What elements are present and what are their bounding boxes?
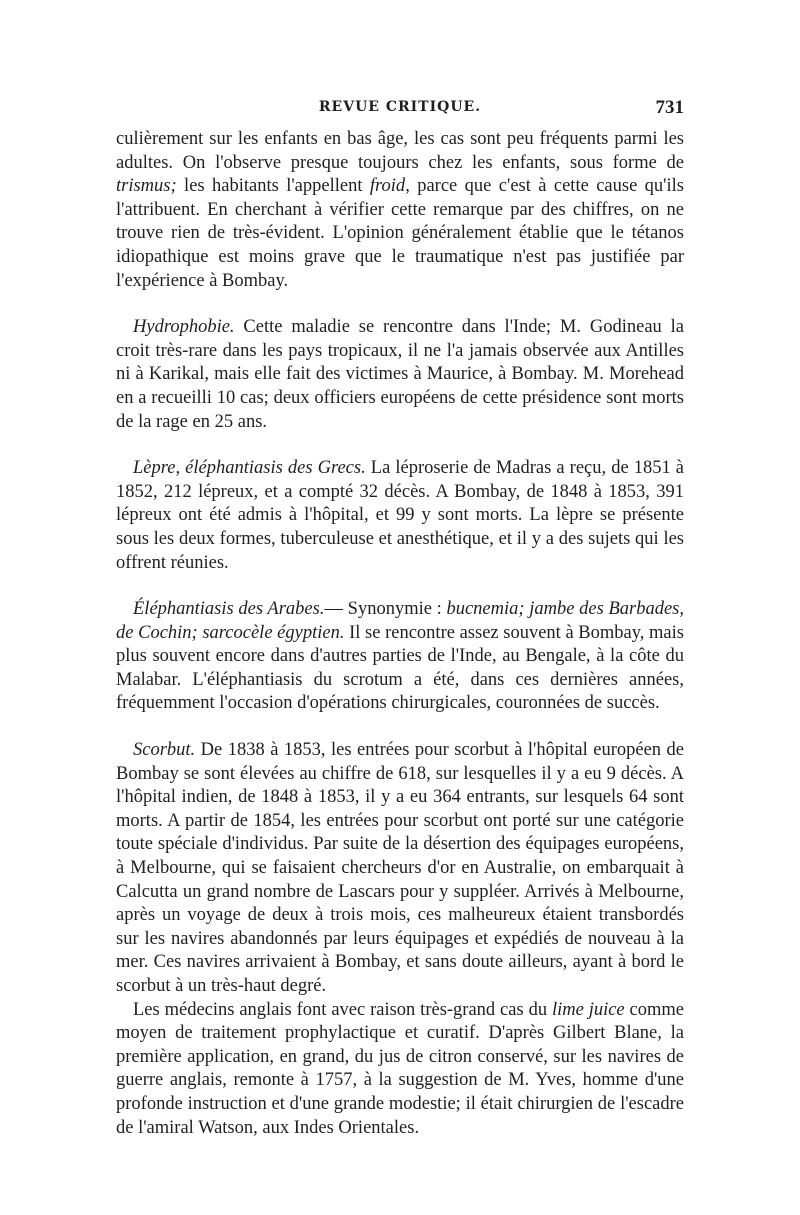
paragraph-elephantiasis-arabes — [116, 598, 684, 716]
paragraph-scorbut — [116, 739, 684, 999]
italic-term: froid — [369, 176, 406, 197]
text-run: De 1838 à 1853, les entrées pour scorbut à l'hôpital européen de Bombay se sont élevées au chiffre de 618, sur lesquelles il y a eu 9 décès. A l'hôpital indien, de 1848 à 1853, il y a eu 364 entrants, sur lesquels 64 sont morts. A partir de 1854, les entrées pour scorbut ont porté sur une catégorie toute spéciale d'individus. Par suite de la désertion des équipages européens, à Melbourne, qui se faisaient chercheurs d'or en Australie, on embarquait à Calcutta un grand nombre de Lascars pour y suppléer. Arrivés à Melbourne, après un voyage de deux à trois mois, ces malheureux étaient transbordés sur les navires abandonnés par leurs équipages et expédiés de nouveau à la mer. Ces navires arrivaient à Bombay, et sans doute ailleurs, ayant à bord le scorbut à un très-haut degré. — [116, 740, 684, 996]
text-run: comme moyen de traitement prophylactique et curatif. D'après Gilbert Blane, la première application, en grand, du jus de citron conservé, sur les navires de guerre anglais, remonte à 1757, à la suggestion de M. Yves, homme d'une profonde instruction et d'une grande modestie; il était chirurgien de l'escadre de l'amiral Watson, aux Indes Orientales. — [116, 999, 684, 1138]
italic-term: bucnemia; jambe des Barbades, de Cochin; sarcocèle égyptien. — [116, 599, 685, 643]
italic-term: lime juice — [551, 999, 625, 1020]
section-heading: Hydrophobie. — [133, 317, 235, 338]
page-number: 731 — [655, 97, 684, 118]
section-heading: Lèpre, éléphantiasis des Grecs. — [133, 458, 366, 479]
text-run: Il se rencontre assez souvent à Bombay, mais plus souvent encore dans d'autres parties de l'Inde, au Bengale, à la côte du Malabar. L'éléphantiasis du scrotum a été, dans ces dernières années, fréquemment l'occasion d'opérations chirurgicales, couronnées de succès. — [116, 622, 684, 714]
section-heading: Éléphantiasis des Arabes. — [133, 599, 325, 620]
paragraph-tetanos-continued — [116, 128, 684, 293]
paragraph-hydrophobie — [116, 316, 684, 434]
italic-term: trismus; — [116, 176, 177, 197]
text-run: , parce que c'est à cette cause qu'ils l'attribuent. En cherchant à vérifier cette remarque par des chiffres, on ne trouve rien de très-évident. L'opinion généralement établie que le tétanos idiopathique est moins grave que le traumatique n'est pas justifiée par l'expérience à Bombay. — [116, 176, 684, 291]
section-heading: Scorbut. — [133, 740, 196, 761]
running-head — [116, 97, 684, 121]
paragraph-lepre — [116, 457, 684, 575]
text-run: — Synonymie : — [324, 599, 447, 620]
body-text — [116, 128, 684, 1140]
text-run: Cette maladie se rencontre dans l'Inde; M. Godineau la croit très-rare dans les pays tropicaux, il ne l'a jamais observée aux Antilles ni à Karikal, mais elle fait des victimes à Maurice, à Bombay. M. Morehead en a recueilli 10 cas; deux officiers européens de cette présidence sont morts de la rage en 25 ans. — [116, 317, 684, 432]
text-run: culièrement sur les enfants en bas âge, les cas sont peu fréquents parmi les adultes. On l'observe presque toujours chez les enfants, sous forme de — [116, 129, 684, 173]
paragraph-medecins-anglais — [116, 999, 684, 1141]
text-run: La léproserie de Madras a reçu, de 1851 à 1852, 212 lépreux, et a compté 32 décès. A Bombay, de 1848 à 1853, 391 lépreux ont été admis à l'hôpital, et 99 y sont morts. La lèpre se présente sous les deux formes, tuberculeuse et anesthétique, et il y a des sujets qui les offrent réunies. — [116, 458, 684, 573]
journal-title: REVUE CRITIQUE. — [318, 99, 482, 115]
text-run: Les médecins anglais font avec raison très-grand cas du — [133, 999, 552, 1020]
text-run: les habitants l'appellent — [176, 176, 370, 197]
